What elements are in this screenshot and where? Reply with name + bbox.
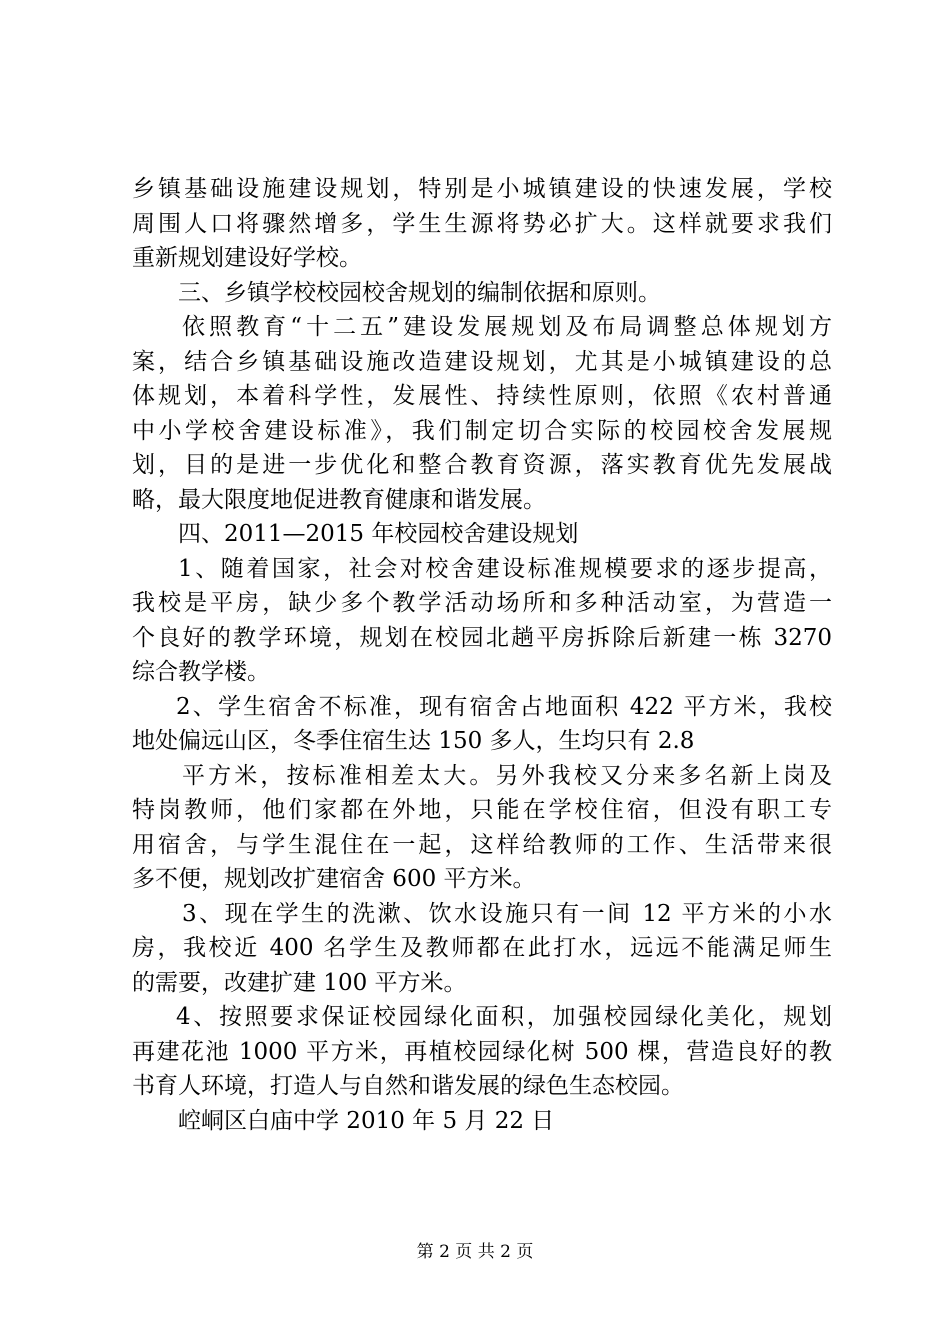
text-line: 4、按照要求保证校园绿化面积，加强校园绿化美化，规划 [176, 1004, 832, 1030]
text-line: 多不便，规划改扩建宿舍 600 平方米。 [132, 866, 536, 892]
text-line: 综合教学楼。 [132, 659, 270, 685]
text-line: 重新规划建设好学校。 [132, 245, 362, 271]
text-line: 体规划，本着科学性，发展性、持续性原则，依照《农村普通 [132, 383, 832, 409]
text-line: 三、乡镇学校校园校舍规划的编制依据和原则。 [178, 279, 661, 306]
text-line: 特岗教师，他们家都在外地，只能在学校住宿，但没有职工专 [132, 797, 832, 823]
text-line: 用宿舍，与学生混住在一起，这样给教师的工作、生活带来很 [132, 831, 832, 858]
text-line: 书育人环境，打造人与自然和谐发展的绿色生态校园。 [132, 1073, 684, 1099]
text-line: 1、随着国家，社会对校舍建设标准规模要求的逐步提高， [178, 555, 832, 582]
text-line: 中小学校舍建设标准》，我们制定切合实际的校园校舍发展规 [132, 417, 832, 444]
text-line: 乡镇基础设施建设规划，特别是小城镇建设的快速发展，学校 [132, 176, 832, 202]
text-line: 周围人口将骤然增多，学生生源将势必扩大。这样就要求我们 [132, 210, 832, 237]
text-line: 案，结合乡镇基础设施改造建设规划，尤其是小城镇建设的总 [132, 348, 832, 375]
page-footer: 第 2 页 共 2 页 [416, 1242, 534, 1262]
text-line: 再建花池 1000 平方米，再植校园绿化树 500 棵，营造良好的教 [132, 1038, 832, 1065]
text-line: 平方米，按标准相差太大。另外我校又分来多名新上岗及 [182, 762, 832, 789]
text-line: 的需要，改建扩建 100 平方米。 [132, 969, 467, 996]
text-line: 房，我校近 400 名学生及教师都在此打水，远远不能满足师生 [132, 935, 832, 961]
text-line: 地处偏远山区，冬季住宿生达 150 多人，生均只有 2.8 [132, 728, 695, 754]
text-line: 四、2011—2015 年校园校舍建设规划 [178, 521, 579, 547]
text-line: 略，最大限度地促进教育健康和谐发展。 [132, 486, 546, 513]
text-line: 2、学生宿舍不标准，现有宿舍占地面积 422 平方米，我校 [176, 693, 832, 720]
text-line: 3、现在学生的洗漱、饮水设施只有一间 12 平方米的小水 [182, 900, 832, 927]
document-body [132, 172, 832, 1138]
text-line: 个良好的教学环境，规划在校园北趟平房拆除后新建一栋 3270 [132, 624, 832, 651]
text-line: 划，目的是进一步优化和整合教育资源，落实教育优先发展战 [132, 452, 832, 478]
text-line: 我校是平房，缺少多个教学活动场所和多种活动室，为营造一 [132, 590, 832, 616]
text-line: 依照教育“十二五”建设发展规划及布局调整总体规划方 [182, 314, 832, 340]
text-line: 崆峒区白庙中学 2010 年 5 月 22 日 [178, 1107, 555, 1134]
